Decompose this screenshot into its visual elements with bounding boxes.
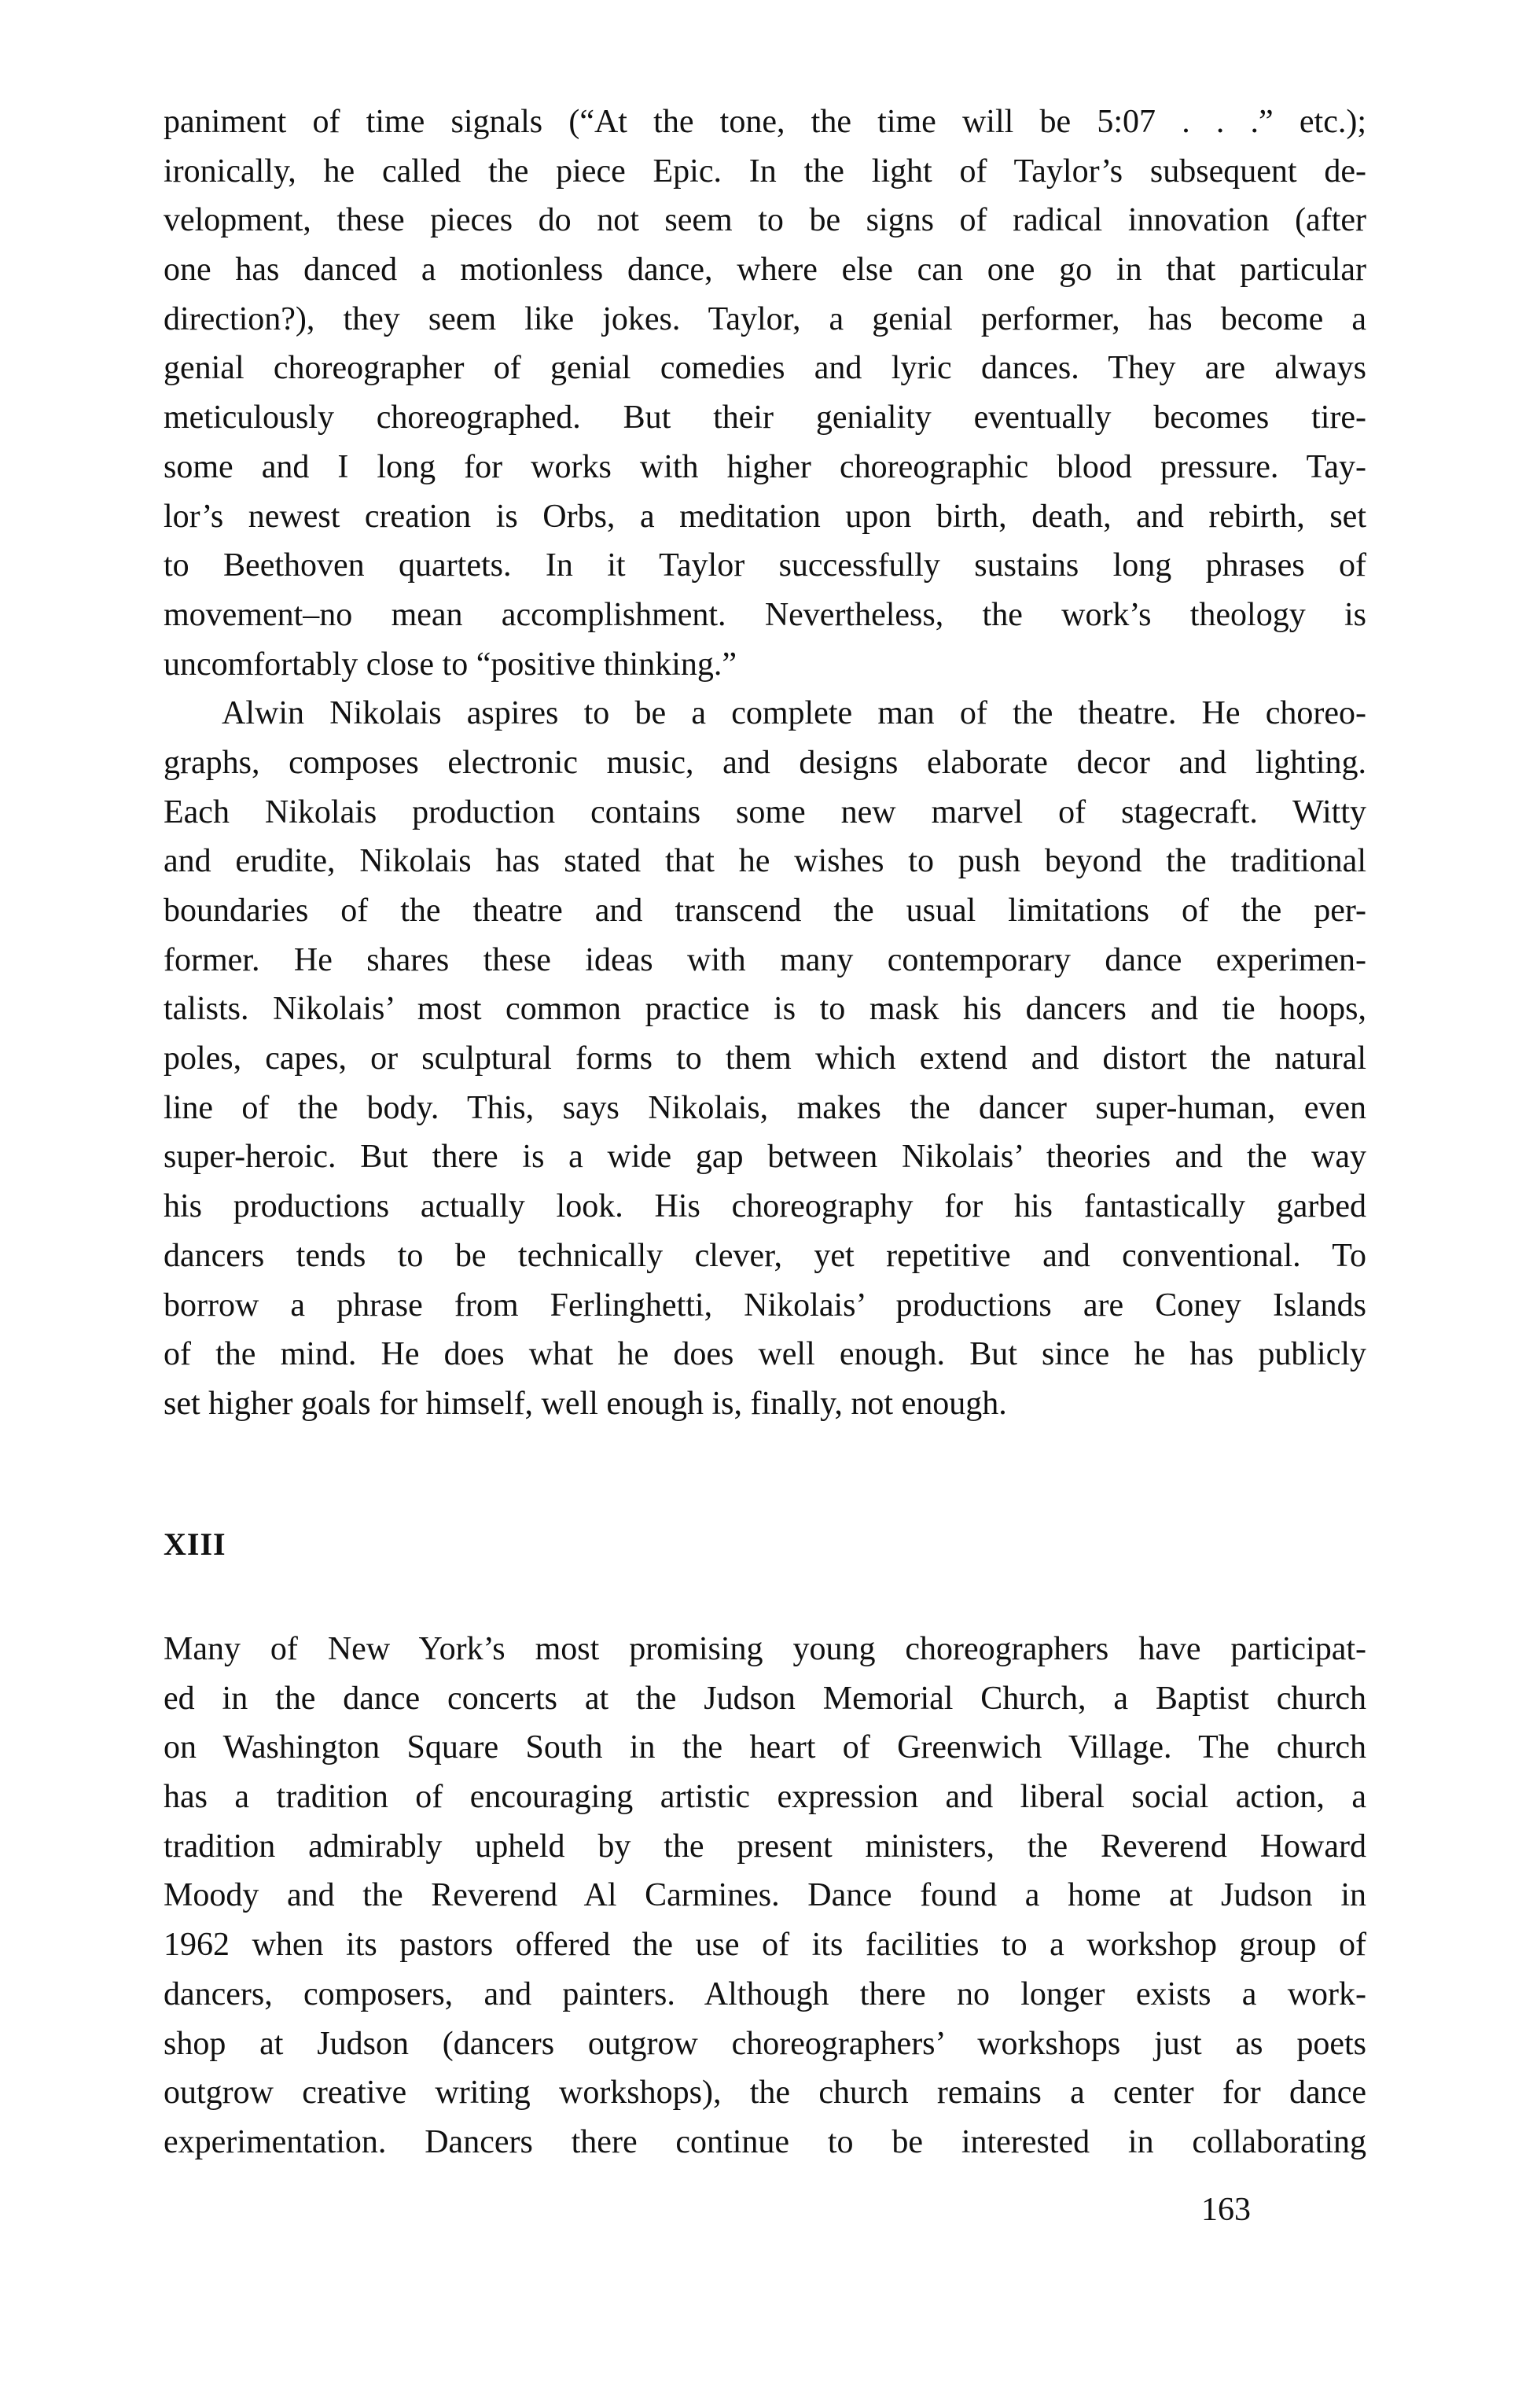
text-line: experimentation. Dancers there continue to be interested in collaborating (164, 2123, 1366, 2160)
text-line: his productions actually look. His choreography for his fantastically garbed (164, 1188, 1366, 1225)
paragraph-judson (164, 1625, 1366, 2167)
text-line: talists. Nikolais’ most common practice is to mask his dancers and tie hoops, (164, 991, 1366, 1028)
body-text-top (164, 98, 1366, 1429)
text-line: and erudite, Nikolais has stated that he wishes to push beyond the traditional (164, 843, 1366, 880)
text-line: graphs, composes electronic music, and designs elaborate decor and lighting. (164, 744, 1366, 781)
page-number: 163 (1201, 2192, 1251, 2228)
text-line: dancers, composers, and painters. Although there no longer exists a work- (164, 1975, 1366, 2012)
text-line: one has danced a motionless dance, where else can one go in that particular (164, 252, 1366, 289)
text-line: ed in the dance concerts at the Judson Memorial Church, a Baptist church (164, 1680, 1366, 1717)
text-line: some and I long for works with higher choreographic blood pressure. Tay- (164, 448, 1366, 485)
text-line: on Washington Square South in the heart of Greenwich Village. The church (164, 1729, 1366, 1766)
text-line: former. He shares these ideas with many contemporary dance experimen- (164, 941, 1366, 978)
text-line: velopment, these pieces do not seem to be signs of radical innovation (after (164, 202, 1366, 239)
paragraph-nikolais (164, 689, 1366, 1428)
text-line: movement–no mean accomplishment. Nevertheless, the work’s theology is (164, 596, 1366, 633)
text-line: paniment of time signals (“At the tone, the time will be 5:07 . . .” etc.); (164, 104, 1366, 140)
paragraph-taylor (164, 98, 1366, 689)
text-line: has a tradition of encouraging artistic expression and liberal social action, a (164, 1779, 1366, 1816)
text-line: super-heroic. But there is a wide gap between Nikolais’ theories and the way (164, 1139, 1366, 1176)
text-line: 1962 when its pastors offered the use of its facilities to a workshop group of (164, 1927, 1366, 1964)
text-line: poles, capes, or sculptural forms to them which extend and distort the natural (164, 1040, 1366, 1077)
text-line: ironically, he called the piece Epic. In the light of Taylor’s subsequent de- (164, 153, 1366, 190)
text-line: Each Nikolais production contains some new marvel of stagecraft. Witty (164, 793, 1366, 830)
section-heading: XIII (164, 1526, 226, 1562)
text-line: outgrow creative writing workshops), the church remains a center for dance (164, 2075, 1366, 2112)
text-line: genial choreographer of genial comedies and lyric dances. They are always (164, 350, 1366, 387)
text-line: Moody and the Reverend Al Carmines. Dance found a home at Judson in (164, 1877, 1366, 1914)
text-line: Alwin Nikolais aspires to be a complete man of the theatre. He choreo- (222, 695, 1366, 732)
text-line: Many of New York’s most promising young choreographers have participat- (164, 1631, 1366, 1667)
text-line: tradition admirably upheld by the present ministers, the Reverend Howard (164, 1828, 1366, 1865)
text-line: lor’s newest creation is Orbs, a meditation upon birth, death, and rebirth, set (164, 498, 1366, 535)
text-line: line of the body. This, says Nikolais, makes the dancer super-human, even (164, 1089, 1366, 1126)
body-text-bottom (164, 1625, 1366, 2167)
text-line: shop at Judson (dancers outgrow choreographers’ workshops just as poets (164, 2025, 1366, 2062)
text-line: meticulously choreographed. But their geniality eventually becomes tire- (164, 399, 1366, 436)
text-line: to Beethoven quartets. In it Taylor successfully sustains long phrases of (164, 547, 1366, 584)
text-line: direction?), they seem like jokes. Taylor, a genial performer, has become a (164, 300, 1366, 337)
text-line: uncomfortably close to “positive thinking.” (164, 646, 737, 683)
text-line: of the mind. He does what he does well enough. But since he has publicly (164, 1336, 1366, 1373)
text-line: borrow a phrase from Ferlinghetti, Nikolais’ productions are Coney Islands (164, 1287, 1366, 1324)
text-line: set higher goals for himself, well enough is, finally, not enough. (164, 1385, 1007, 1422)
text-line: dancers tends to be technically clever, yet repetitive and conventional. To (164, 1237, 1366, 1274)
text-line: boundaries of the theatre and transcend the usual limitations of the per- (164, 893, 1366, 929)
